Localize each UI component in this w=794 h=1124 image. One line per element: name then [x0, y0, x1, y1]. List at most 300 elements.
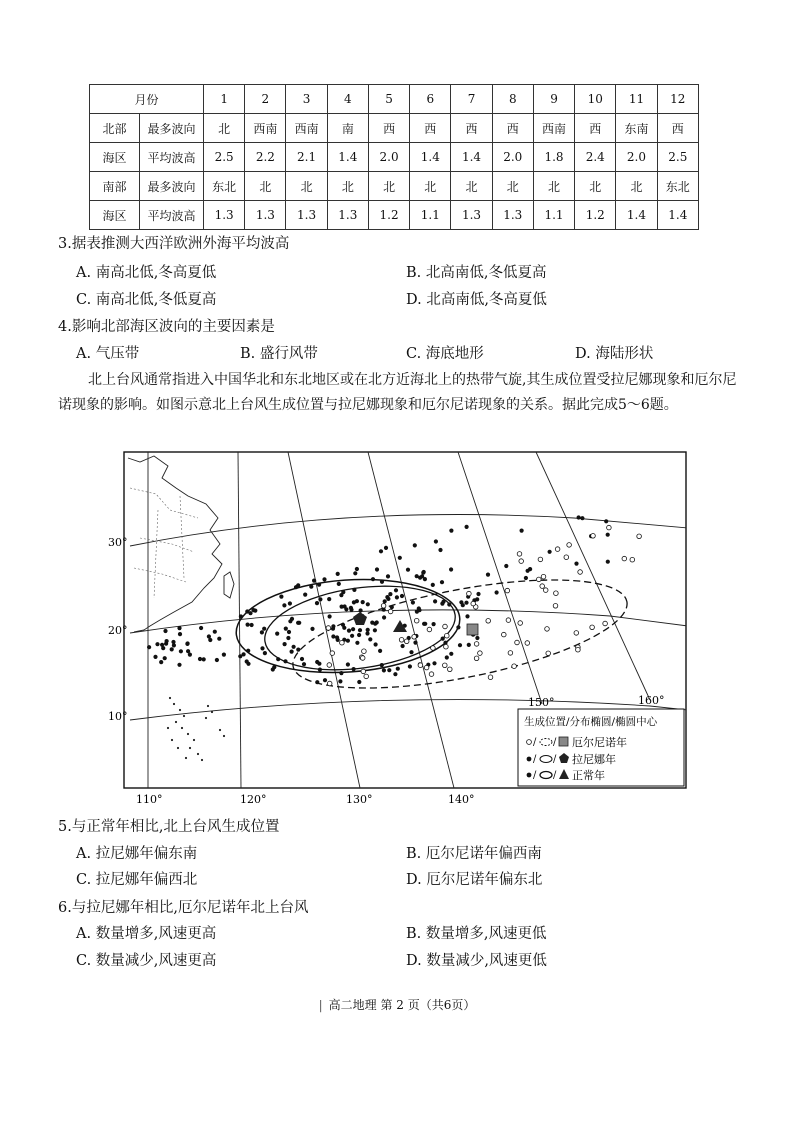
normal-point — [528, 567, 532, 571]
el-nino-point — [622, 556, 627, 561]
legend-title: 生成位置/分布椭圆/椭圆中心 — [524, 716, 658, 728]
la-nina-point — [456, 625, 460, 629]
la-nina-point — [351, 627, 355, 631]
table-cell: 1.2 — [368, 201, 409, 230]
island-dot — [197, 753, 199, 755]
legend-slash: / — [553, 770, 557, 781]
question-6-option-d[interactable]: D. 数量减少,风速更低 — [406, 953, 547, 969]
la-nina-point — [336, 572, 340, 576]
el-nino-point — [603, 621, 608, 626]
normal-point — [417, 608, 421, 612]
legend-filled-dot-icon — [527, 773, 532, 778]
la-nina-point — [331, 634, 335, 638]
table-cell: 2.0 — [368, 143, 409, 172]
table-cell: 1.8 — [533, 143, 574, 172]
el-nino-point — [488, 675, 493, 680]
normal-point — [163, 656, 167, 660]
normal-point — [449, 567, 453, 571]
normal-point — [198, 657, 202, 661]
north-region-label-top: 北部 — [90, 114, 140, 143]
normal-point — [379, 549, 383, 553]
la-nina-point — [467, 643, 471, 647]
la-nina-point — [365, 631, 369, 635]
la-nina-point — [245, 659, 249, 663]
table-cell: 2.5 — [204, 143, 245, 172]
table-cell: 1.4 — [616, 201, 657, 230]
la-nina-point — [315, 601, 319, 605]
la-nina-point — [440, 580, 444, 584]
normal-point — [373, 622, 377, 626]
el-nino-point — [444, 644, 449, 649]
la-nina-point — [355, 641, 359, 645]
island-dot — [171, 739, 173, 741]
la-nina-point — [408, 664, 412, 668]
el-nino-point — [506, 618, 511, 623]
footer-bar: | — [318, 998, 323, 1012]
el-nino-point — [541, 574, 546, 579]
la-nina-point — [317, 662, 321, 666]
island-dot — [187, 733, 189, 735]
normal-point — [411, 600, 415, 604]
lon-160-label: 160° — [638, 694, 665, 707]
la-nina-point — [475, 636, 479, 640]
table-cell: 北 — [492, 172, 533, 201]
la-nina-point — [387, 668, 391, 672]
table-cell: 西 — [451, 114, 492, 143]
el-nino-point — [327, 681, 332, 686]
el-nino-point — [515, 640, 520, 645]
table-cell: 1.4 — [327, 143, 368, 172]
lon-120-label: 120° — [240, 793, 267, 806]
normal-point — [465, 525, 469, 529]
question-5-option-b[interactable]: B. 厄尔尼诺年偏西南 — [406, 846, 542, 862]
la-nina-point — [465, 614, 469, 618]
la-nina-point — [383, 599, 387, 603]
el-nino-point — [525, 641, 530, 646]
question-3-option-c[interactable]: C. 南高北低,冬低夏高 — [76, 292, 217, 308]
la-nina-point — [382, 615, 386, 619]
la-nina-point — [318, 668, 322, 672]
question-6-option-b[interactable]: B. 数量增多,风速更低 — [406, 926, 547, 942]
la-nina-point — [423, 622, 427, 626]
typhoon-map — [110, 448, 690, 810]
el-nino-point — [512, 664, 517, 669]
la-nina-point — [366, 628, 370, 632]
question-5-option-d[interactable]: D. 厄尔尼诺年偏东北 — [406, 872, 543, 888]
el-nino-point — [555, 547, 560, 552]
la-nina-point — [337, 582, 341, 586]
la-nina-point — [393, 672, 397, 676]
table-cell: 2.5 — [657, 143, 698, 172]
el-nino-point — [327, 663, 332, 668]
la-nina-point — [388, 592, 392, 596]
normal-point — [343, 604, 347, 608]
la-nina-point — [339, 593, 343, 597]
table-cell: 2.0 — [492, 143, 533, 172]
la-nina-point — [449, 652, 453, 656]
table-cell: 西南 — [286, 114, 327, 143]
lon-140-label: 140° — [448, 793, 475, 806]
normal-point — [208, 638, 212, 642]
month-cell: 11 — [616, 85, 657, 114]
normal-point — [164, 642, 168, 646]
la-nina-point — [287, 630, 291, 634]
la-nina-point — [331, 624, 335, 628]
normal-point — [170, 647, 174, 651]
el-nino-point — [637, 534, 642, 539]
normal-point — [438, 548, 442, 552]
el-nino-point — [474, 642, 479, 647]
el-nino-point — [630, 557, 635, 562]
normal-point — [604, 519, 608, 523]
question-6-option-c[interactable]: C. 数量减少,风速更高 — [76, 953, 217, 969]
legend-open-dot-icon — [527, 740, 532, 745]
normal-point — [580, 516, 584, 520]
el-nino-point — [567, 543, 572, 548]
normal-point — [384, 546, 388, 550]
la-nina-point — [339, 671, 343, 675]
la-nina-point — [347, 629, 351, 633]
legend-el-nino-label: 厄尔尼诺年 — [572, 736, 627, 749]
normal-point — [577, 515, 581, 519]
el-nino-point — [388, 609, 393, 614]
table-cell: 1.1 — [410, 201, 451, 230]
table-cell: 1.4 — [657, 201, 698, 230]
question-4-stem: 4.影响北部海区波向的主要因素是 — [58, 319, 275, 335]
el-nino-point — [576, 647, 581, 652]
normal-point — [418, 576, 422, 580]
table-cell: 西 — [410, 114, 451, 143]
table-cell: 西 — [492, 114, 533, 143]
la-nina-point — [352, 667, 356, 671]
table-cell: 1.3 — [245, 201, 286, 230]
normal-point — [199, 626, 203, 630]
table-cell: 北 — [245, 172, 286, 201]
la-nina-point — [284, 627, 288, 631]
el-nino-point — [518, 621, 523, 626]
el-nino-point — [545, 627, 550, 632]
la-nina-point — [394, 588, 398, 592]
la-nina-point — [263, 651, 267, 655]
la-nina-point — [353, 571, 357, 575]
el-nino-point — [443, 624, 448, 629]
question-5-option-a[interactable]: A. 拉尼娜年偏东南 — [76, 846, 198, 862]
la-nina-point — [296, 648, 300, 652]
question-3-option-d[interactable]: D. 北高南低,冬高夏低 — [406, 292, 547, 308]
la-nina-point — [290, 650, 294, 654]
normal-point — [520, 529, 524, 533]
south-region-label-bottom: 海区 — [90, 201, 140, 230]
la-nina-point — [368, 637, 372, 641]
map-legend — [518, 709, 684, 786]
la-nina-point — [355, 599, 359, 603]
table-cell: 东北 — [657, 172, 698, 201]
la-nina-point — [302, 662, 306, 666]
normal-point — [177, 663, 181, 667]
month-header: 月份 — [90, 85, 204, 114]
legend-square-icon — [559, 737, 568, 746]
month-cell: 7 — [451, 85, 492, 114]
la-nina-point — [409, 650, 413, 654]
el-nino-point — [399, 638, 404, 643]
la-nina-point — [445, 655, 449, 659]
island-dot — [181, 727, 183, 729]
la-nina-point — [309, 585, 313, 589]
la-nina-point — [361, 600, 365, 604]
la-nina-point — [245, 609, 249, 613]
el-nino-point — [427, 627, 432, 632]
el-nino-point — [414, 618, 419, 623]
la-nina-point — [262, 627, 266, 631]
table-cell: 北 — [616, 172, 657, 201]
el-nino-point — [505, 588, 510, 593]
el-nino-point — [607, 525, 612, 530]
south-region-label-top: 南部 — [90, 172, 140, 201]
normal-point — [423, 577, 427, 581]
el-nino-point — [412, 635, 417, 640]
el-nino-point — [404, 639, 409, 644]
la-nina-point — [357, 680, 361, 684]
question-4-option-a[interactable]: A. 气压带 — [76, 346, 140, 362]
el-nino-point — [445, 633, 450, 638]
normal-point — [349, 606, 353, 610]
la-nina-point — [378, 649, 382, 653]
legend-slash: / — [553, 737, 557, 748]
island-dot — [211, 711, 213, 713]
lon-110-label: 110° — [136, 793, 163, 806]
normal-point — [213, 630, 217, 634]
la-nina-point — [335, 635, 339, 639]
question-6-option-a[interactable]: A. 数量增多,风速更高 — [76, 926, 217, 942]
normal-point — [179, 649, 183, 653]
el-nino-point — [478, 651, 483, 656]
el-nino-point — [578, 570, 583, 575]
la-nina-point — [352, 588, 356, 592]
row-label: 最多波向 — [140, 172, 204, 201]
table-header-row — [90, 85, 699, 114]
normal-point — [186, 649, 190, 653]
la-nina-point — [275, 632, 279, 636]
north-direction-row — [90, 114, 699, 143]
la-nina-point — [260, 630, 264, 634]
question-3-option-a[interactable]: A. 南高北低,冬高夏低 — [76, 265, 217, 281]
la-nina-point — [406, 568, 410, 572]
el-nino-point — [540, 584, 545, 589]
la-nina-point — [373, 628, 377, 632]
normal-point — [215, 658, 219, 662]
legend-normal-label: 正常年 — [572, 769, 605, 782]
month-cell: 2 — [245, 85, 286, 114]
island-dot — [207, 705, 209, 707]
el-nino-point — [519, 559, 524, 564]
la-nina-point — [283, 642, 287, 646]
question-4-option-d[interactable]: D. 海陆形状 — [575, 346, 654, 362]
month-cell: 1 — [204, 85, 245, 114]
legend-slash: / — [533, 770, 537, 781]
el-nino-point — [543, 588, 548, 593]
normal-point — [574, 562, 578, 566]
month-cell: 6 — [410, 85, 451, 114]
el-nino-point — [508, 651, 513, 656]
la-nina-point — [346, 662, 350, 666]
la-nina-point — [286, 636, 290, 640]
north-region-label-bottom: 海区 — [90, 143, 140, 172]
el-nino-point — [381, 604, 386, 609]
island-dot — [205, 717, 207, 719]
table-cell: 西南 — [245, 114, 286, 143]
table-cell: 北 — [286, 172, 327, 201]
normal-point — [504, 564, 508, 568]
el-nino-point — [448, 667, 453, 672]
question-3-option-b[interactable]: B. 北高南低,冬低夏高 — [406, 265, 547, 281]
el-nino-point — [330, 651, 335, 656]
month-cell: 10 — [575, 85, 616, 114]
la-nina-point — [357, 633, 361, 637]
la-nina-point — [390, 605, 394, 609]
el-nino-point — [537, 577, 542, 582]
question-4-option-c[interactable]: C. 海底地形 — [406, 346, 484, 362]
normal-point — [147, 645, 151, 649]
la-nina-point — [279, 595, 283, 599]
island-dot — [193, 739, 195, 741]
la-nina-point — [358, 628, 362, 632]
normal-point — [222, 653, 226, 657]
table-cell: 北 — [533, 172, 574, 201]
el-nino-point — [467, 591, 472, 596]
el-nino-point — [590, 625, 595, 630]
normal-point — [161, 646, 165, 650]
island-dot — [189, 747, 191, 749]
table-cell: 2.1 — [286, 143, 327, 172]
island-dot — [201, 759, 203, 761]
la-nina-point — [395, 595, 399, 599]
la-nina-point — [461, 603, 465, 607]
el-nino-point — [443, 663, 448, 668]
north-height-row — [90, 143, 699, 172]
table-cell: 东南 — [616, 114, 657, 143]
island-dot — [167, 727, 169, 729]
la-nina-point — [318, 597, 322, 601]
normal-point — [202, 657, 206, 661]
la-nina-point — [296, 621, 300, 625]
la-nina-point — [396, 667, 400, 671]
normal-point — [606, 533, 610, 537]
la-nina-point — [338, 679, 342, 683]
table-cell: 1.3 — [286, 201, 327, 230]
table-cell: 1.1 — [533, 201, 574, 230]
la-nina-point — [323, 678, 327, 682]
month-cell: 5 — [368, 85, 409, 114]
table-cell: 1.2 — [575, 201, 616, 230]
el-nino-point — [340, 640, 345, 645]
la-nina-point — [359, 608, 363, 612]
la-nina-point — [312, 579, 316, 583]
question-5-option-c[interactable]: C. 拉尼娜年偏西北 — [76, 872, 198, 888]
la-nina-point — [288, 619, 292, 623]
la-nina-point — [458, 643, 462, 647]
table-cell: 北 — [327, 172, 368, 201]
la-nina-point — [476, 592, 480, 596]
normal-point — [449, 529, 453, 533]
la-nina-point — [292, 645, 296, 649]
la-nina-point — [310, 627, 314, 631]
la-nina-point — [282, 603, 286, 607]
la-nina-point — [296, 583, 300, 587]
lon-130-label: 130° — [346, 793, 373, 806]
la-nina-point — [315, 680, 319, 684]
la-nina-point — [441, 637, 445, 641]
table-cell: 1.4 — [451, 143, 492, 172]
page-footer — [0, 996, 794, 1013]
lat-20-label: 20° — [108, 624, 128, 637]
question-3-stem: 3.据表推测大西洋欧洲外海平均波高 — [58, 236, 290, 252]
la-nina-point — [371, 577, 375, 581]
normal-point — [606, 560, 610, 564]
table-cell: 1.4 — [410, 143, 451, 172]
table-cell: 北 — [575, 172, 616, 201]
table-cell: 南 — [327, 114, 368, 143]
table-cell: 西南 — [533, 114, 574, 143]
la-nina-point — [288, 601, 292, 605]
question-6-stem: 6.与拉尼娜年相比,厄尔尼诺年北上台风 — [58, 900, 309, 916]
normal-point — [422, 570, 426, 574]
el-nino-point — [360, 656, 365, 661]
lat-10-label: 10° — [108, 710, 128, 723]
island-dot — [219, 729, 221, 731]
island-dot — [183, 715, 185, 717]
table-cell: 1.3 — [204, 201, 245, 230]
la-nina-point — [432, 622, 436, 626]
la-nina-point — [250, 623, 254, 627]
question-4-option-b[interactable]: B. 盛行风带 — [240, 346, 318, 362]
el-nino-point — [474, 656, 479, 661]
la-nina-point — [440, 602, 444, 606]
la-nina-point — [464, 601, 468, 605]
el-nino-point — [554, 591, 559, 596]
south-height-row — [90, 201, 699, 230]
el-nino-point — [471, 601, 476, 606]
legend-slash: / — [553, 754, 557, 765]
la-nina-point — [246, 623, 250, 627]
el-nino-point — [538, 557, 543, 562]
table-cell: 西 — [575, 114, 616, 143]
table-cell: 北 — [368, 172, 409, 201]
el-nino-center-square — [467, 624, 478, 635]
el-nino-point — [429, 672, 434, 677]
normal-point — [386, 574, 390, 578]
normal-point — [548, 550, 552, 554]
table-cell: 1.3 — [451, 201, 492, 230]
la-nina-point — [401, 644, 405, 648]
la-nina-point — [317, 583, 321, 587]
normal-point — [413, 543, 417, 547]
month-cell: 4 — [327, 85, 368, 114]
island-dot — [175, 721, 177, 723]
table-cell: 北 — [204, 114, 245, 143]
table-cell: 2.4 — [575, 143, 616, 172]
la-nina-point — [447, 602, 451, 606]
normal-point — [322, 577, 326, 581]
row-label: 平均波高 — [140, 143, 204, 172]
table-cell: 北 — [410, 172, 451, 201]
normal-point — [398, 556, 402, 560]
la-nina-point — [283, 659, 287, 663]
normal-point — [217, 637, 221, 641]
la-nina-point — [276, 657, 280, 661]
normal-point — [155, 642, 159, 646]
lon-150-label: 150° — [528, 696, 555, 709]
la-nina-point — [346, 639, 350, 643]
